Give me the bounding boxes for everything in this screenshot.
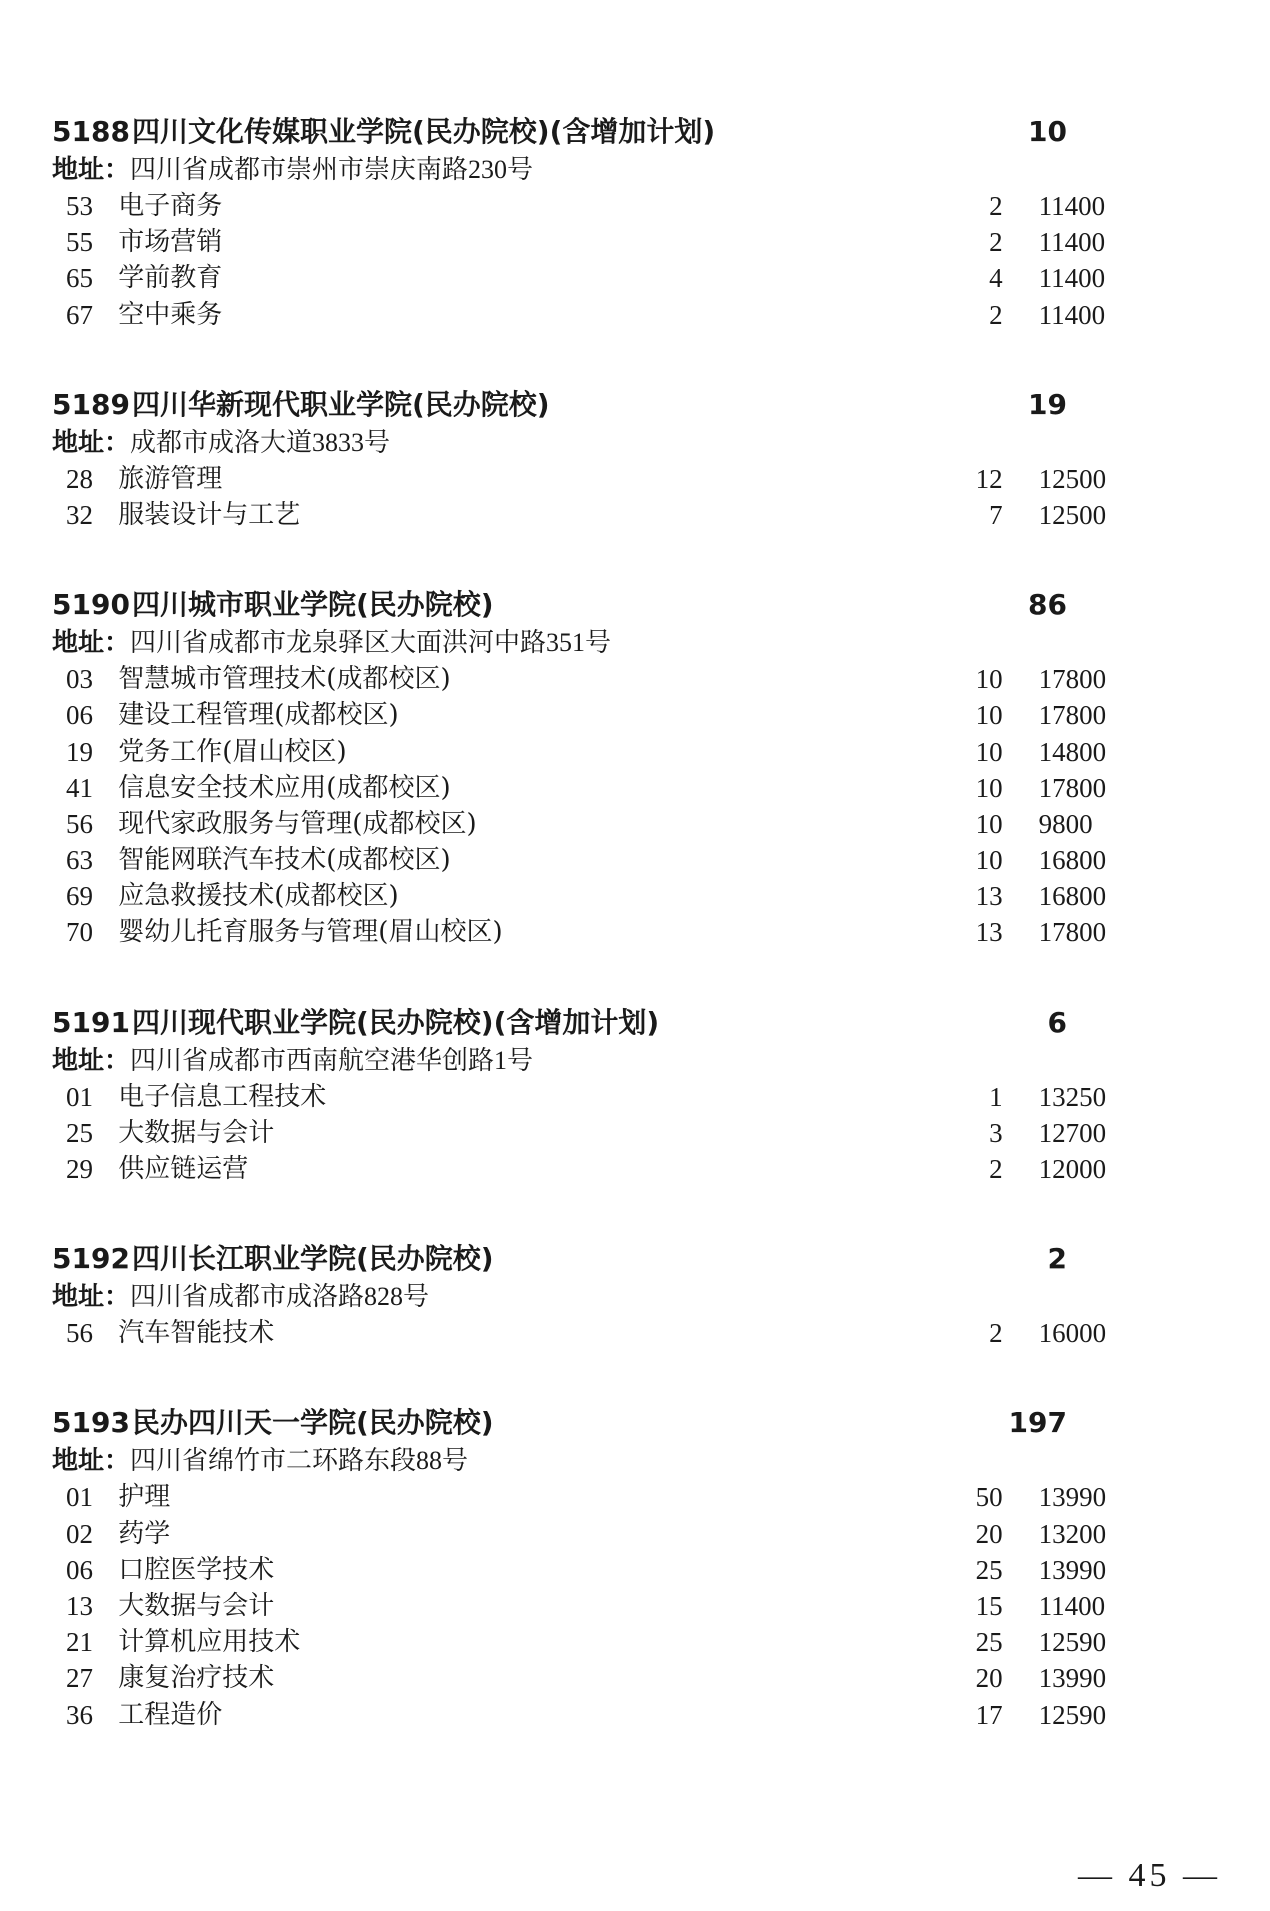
major-count: 7 [989,499,1003,530]
major-count: 2 [989,227,1003,258]
major-count: 2 [989,299,1003,330]
school-name: 四川城市职业学院(民办院校) [132,588,494,622]
major-code: 03 [66,664,93,695]
major-count: 25 [975,1627,1003,1658]
school-address [52,1279,1132,1315]
major-fee: 12500 [1038,499,1107,530]
major-code: 32 [66,499,93,530]
school-name: 民办四川天一学院(民办院校) [132,1406,494,1440]
major-fee: 12000 [1038,1154,1107,1184]
major-name: 大数据与会计 [118,1117,275,1148]
major-name: 信息安全技术应用(成都校区) [118,772,451,803]
major-row [52,734,1132,770]
page-number: — 45 — [1078,1857,1221,1894]
major-row [52,297,1132,333]
major-fee: 12590 [1038,1627,1107,1658]
major-count: 10 [975,664,1003,695]
major-name: 党务工作(眉山校区) [118,736,347,767]
school-entry [52,585,1132,951]
major-count: 10 [975,700,1003,731]
major-name: 供应链运营 [118,1154,249,1184]
major-count: 20 [975,1518,1003,1549]
school-code: 5190 [52,588,130,622]
major-row [52,914,1132,950]
major-count: 2 [989,1318,1003,1349]
address-label: 地址： [52,427,131,458]
major-code: 69 [66,881,93,912]
major-code: 19 [66,736,93,767]
school-header [52,585,1132,625]
school-name: 四川华新现代职业学院(民办院校) [132,387,550,421]
major-code: 36 [66,1699,93,1730]
major-name: 口腔医学技术 [118,1554,275,1585]
major-name: 智慧城市管理技术(成都校区) [118,664,451,695]
major-count: 10 [975,808,1003,839]
major-row [52,1660,1132,1696]
major-code: 41 [66,772,93,803]
major-fee: 17800 [1038,772,1107,803]
major-fee: 12500 [1038,463,1107,494]
address-text: 四川省绵竹市二环路东段88号 [130,1446,469,1476]
school-address [52,425,1132,461]
major-fee: 13990 [1038,1554,1107,1585]
school-entry [52,1003,1132,1188]
major-count: 25 [975,1554,1003,1585]
major-fee: 13990 [1038,1482,1107,1513]
major-fee: 12700 [1038,1117,1107,1148]
major-name: 智能网联汽车技术(成都校区) [118,845,451,876]
major-row [52,1552,1132,1588]
school-entry [52,1239,1132,1351]
school-name: 四川长江职业学院(民办院校) [132,1242,494,1276]
school-code: 5189 [52,387,130,421]
major-row [52,497,1132,533]
major-row [52,806,1132,842]
school-header [52,1403,1132,1443]
major-count: 2 [989,1154,1003,1184]
major-fee: 16800 [1038,881,1107,912]
school-header [52,1239,1132,1279]
address-text: 成都市成洛大道3833号 [130,427,391,457]
major-code: 06 [66,1554,93,1585]
major-count: 10 [975,845,1003,876]
school-name: 四川现代职业学院(民办院校)(含增加计划) [132,1005,660,1039]
major-code: 65 [66,263,93,294]
major-row [52,878,1132,914]
school-header [52,112,1132,152]
major-count: 20 [975,1663,1003,1694]
major-row [52,1479,1132,1515]
school-code: 5192 [52,1242,130,1276]
major-name: 工程造价 [118,1699,223,1730]
major-fee: 11400 [1038,191,1106,221]
major-name: 电子商务 [118,191,223,221]
school-total-plan: 6 [1047,1005,1067,1039]
major-fee: 11400 [1038,227,1106,258]
school-total-plan: 197 [1008,1406,1067,1440]
address-text: 四川省成都市龙泉驿区大面洪河中路351号 [130,628,612,658]
major-fee: 13250 [1038,1081,1107,1112]
major-row [52,1151,1132,1187]
school-total-plan: 10 [1028,115,1067,148]
major-row [52,842,1132,878]
major-name: 计算机应用技术 [118,1627,301,1658]
major-code: 01 [66,1081,93,1112]
major-code: 56 [66,1318,93,1349]
major-fee: 17800 [1038,917,1107,948]
address-label: 地址： [52,1446,131,1477]
major-row [52,1697,1132,1733]
major-fee: 11400 [1038,1590,1106,1621]
major-count: 12 [975,463,1003,494]
school-header [52,385,1132,425]
major-name: 学前教育 [118,263,223,294]
major-name: 电子信息工程技术 [118,1081,327,1112]
major-code: 06 [66,700,93,731]
major-name: 婴幼儿托育服务与管理(眉山校区) [118,917,503,948]
major-fee: 9800 [1038,808,1093,839]
major-row [52,1115,1132,1151]
major-code: 29 [66,1154,93,1184]
school-total-plan: 86 [1028,588,1067,622]
major-row [52,697,1132,733]
major-fee: 13200 [1038,1518,1107,1549]
school-code: 5188 [52,115,130,148]
major-count: 17 [975,1699,1003,1730]
major-name: 旅游管理 [118,463,223,494]
address-text: 四川省成都市西南航空港华创路1号 [130,1045,534,1075]
major-code: 25 [66,1117,93,1148]
major-name: 应急救援技术(成都校区) [118,881,399,912]
school-listing [52,112,1132,1785]
school-address [52,1043,1132,1079]
major-fee: 12590 [1038,1699,1107,1730]
major-row [52,1516,1132,1552]
major-row [52,260,1132,296]
major-code: 53 [66,191,93,221]
major-count: 13 [975,917,1003,948]
major-row [52,661,1132,697]
major-count: 50 [975,1482,1003,1513]
major-name: 护理 [118,1482,171,1513]
major-name: 市场营销 [118,227,223,258]
major-row [52,1588,1132,1624]
school-name: 四川文化传媒职业学院(民办院校)(含增加计划) [132,115,716,148]
major-fee: 11400 [1038,299,1106,330]
major-code: 63 [66,845,93,876]
major-row [52,1315,1132,1351]
major-row [52,224,1132,260]
major-row [52,461,1132,497]
major-name: 建设工程管理(成都校区) [118,700,399,731]
major-row [52,1079,1132,1115]
major-fee: 17800 [1038,700,1107,731]
major-fee: 17800 [1038,664,1107,695]
major-name: 药学 [118,1518,171,1549]
major-name: 现代家政服务与管理(成都校区) [118,808,477,839]
address-label: 地址： [52,155,131,185]
major-count: 13 [975,881,1003,912]
major-code: 13 [66,1590,93,1621]
address-text: 四川省成都市崇州市崇庆南路230号 [130,155,534,184]
school-total-plan: 2 [1047,1242,1067,1276]
school-code: 5193 [52,1406,130,1440]
school-address [52,152,1132,188]
major-name: 大数据与会计 [118,1590,275,1621]
school-address [52,625,1132,661]
school-entry [52,112,1132,333]
major-code: 21 [66,1627,93,1658]
major-name: 空中乘务 [118,299,223,330]
major-code: 55 [66,227,93,258]
major-row [52,1624,1132,1660]
major-name: 康复治疗技术 [118,1663,275,1694]
major-fee: 11400 [1038,263,1106,294]
major-count: 3 [989,1117,1003,1148]
major-count: 4 [989,263,1003,294]
school-header [52,1003,1132,1043]
major-name: 汽车智能技术 [118,1318,275,1349]
major-row [52,188,1132,224]
major-fee: 16800 [1038,845,1107,876]
major-code: 27 [66,1663,93,1694]
major-name: 服装设计与工艺 [118,499,301,530]
major-code: 70 [66,917,93,948]
major-code: 02 [66,1518,93,1549]
major-code: 67 [66,299,93,330]
major-fee: 13990 [1038,1663,1107,1694]
major-code: 56 [66,808,93,839]
major-code: 01 [66,1482,93,1513]
major-count: 1 [989,1081,1003,1112]
major-row [52,770,1132,806]
school-entry [52,1403,1132,1732]
address-text: 四川省成都市成洛路828号 [130,1282,430,1312]
school-total-plan: 19 [1028,387,1067,421]
school-address [52,1443,1132,1479]
major-fee: 14800 [1038,736,1107,767]
major-count: 10 [975,736,1003,767]
major-count: 15 [975,1590,1003,1621]
school-code: 5191 [52,1005,130,1039]
school-entry [52,385,1132,533]
address-label: 地址： [52,628,131,659]
address-label: 地址： [52,1045,131,1076]
major-count: 10 [975,772,1003,803]
major-code: 28 [66,463,93,494]
major-fee: 16000 [1038,1318,1107,1349]
major-count: 2 [989,191,1003,221]
address-label: 地址： [52,1282,131,1313]
